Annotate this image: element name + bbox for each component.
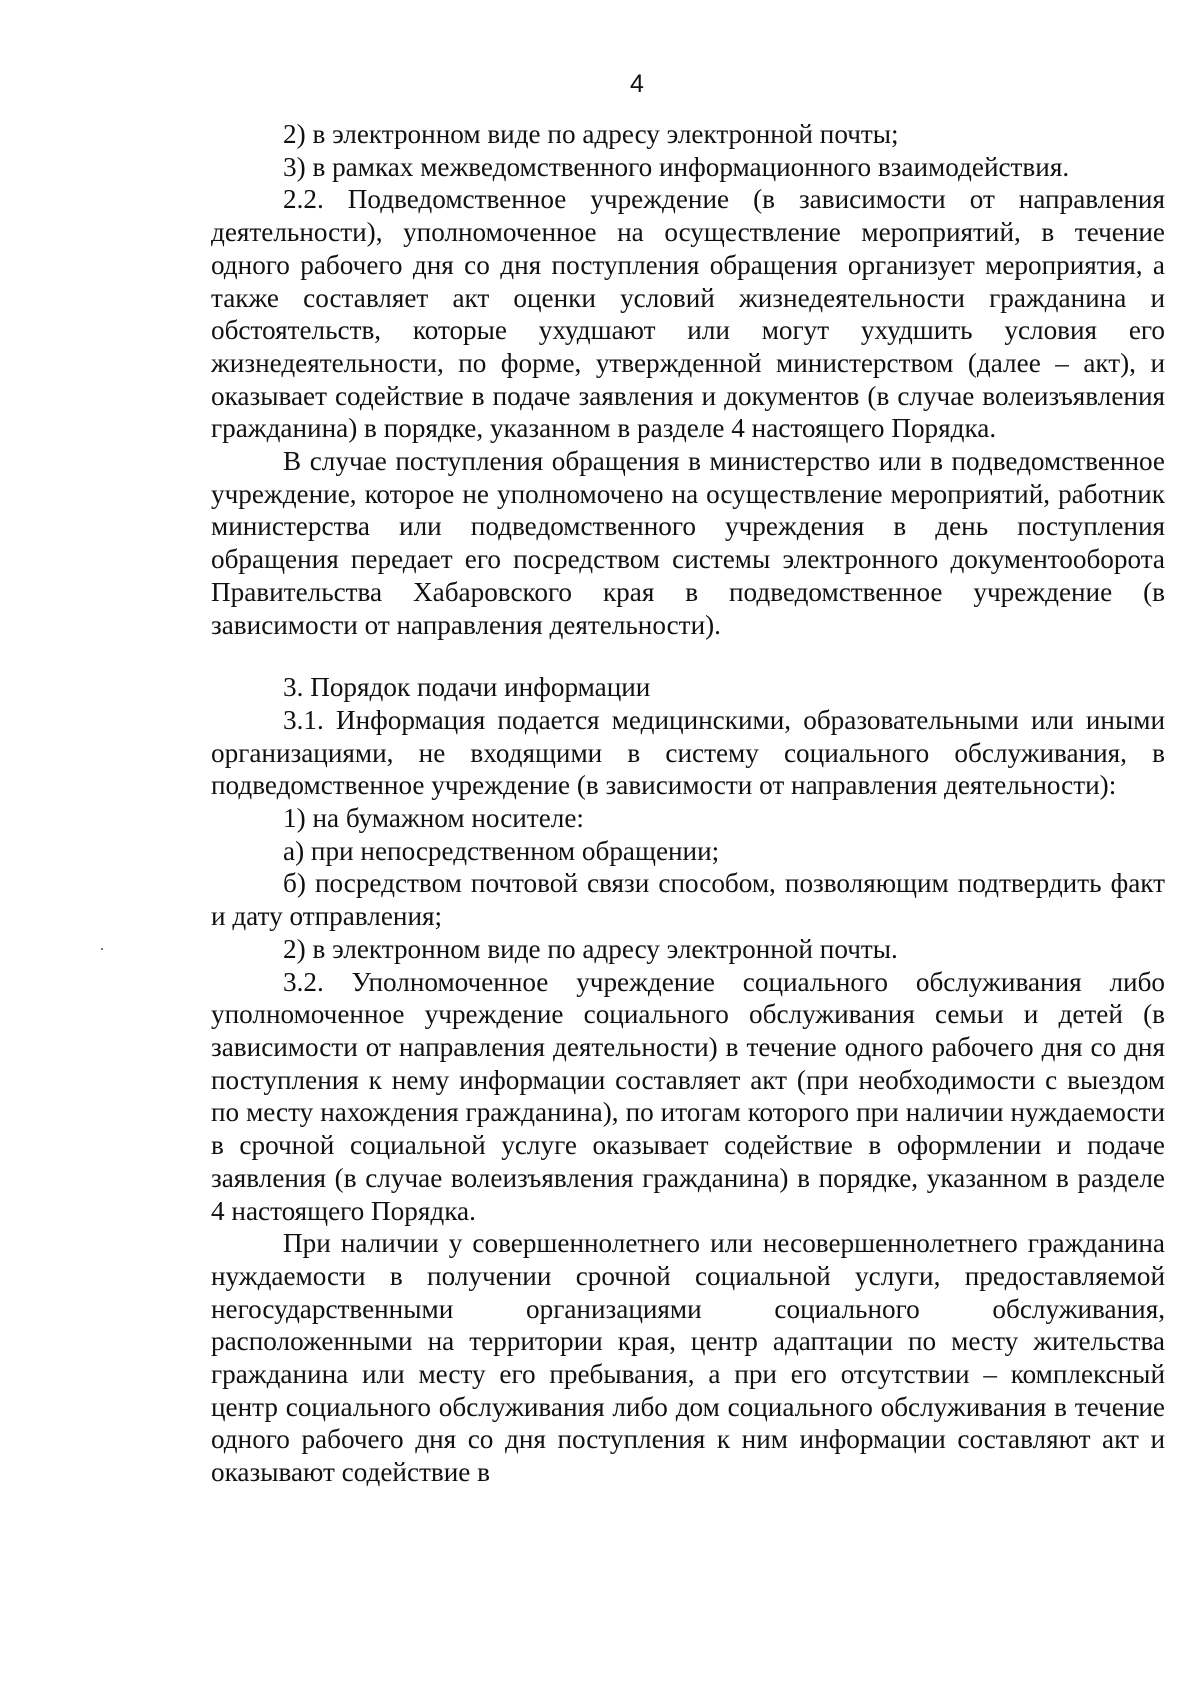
list-item-direct-appeal: а) при непосредственном обращении; <box>283 835 720 866</box>
paragraph-misdirected-appeal: В случае поступления обращения в министерство или в подведомственное учреждение, которое не уполномочено на осуществление мероприятий, работник министерства или подведомственного учреждения в день поступления обращения передает его посредством системы электронного документооборота Правительства Хабаровского края в подведомственное учреждение (в зависимости от направления деятельности). <box>211 446 1165 640</box>
document-body <box>211 118 1165 1489</box>
list-item-electronic-email: 2) в электронном виде по адресу электронной почты; <box>283 119 899 149</box>
page-number: 4 <box>630 70 644 98</box>
scan-artifact <box>101 948 103 950</box>
clause-3-2: 3.2. Уполномоченное учреждение социального обслуживания либо уполномоченное учреждение социального обслуживания семьи и детей (в зависимости от направления деятельности) в течение одного рабочего дня со дня поступления к нему информации составляет акт (при необходимости с выездом по месту нахождения гражданина), по итогам которого при наличии нуждаемости в срочной социальной услуге оказывает содействие в оформлении и подаче заявления (в случае волеизъявления гражданина) в порядке, указанном в разделе 4 настоящего Порядка. <box>211 966 1165 1226</box>
list-item-paper: 1) на бумажном носителе: <box>283 803 584 834</box>
list-item-interagency: 3) в рамках межведомственного информационного взаимодействия. <box>283 151 1070 182</box>
section-heading-3: 3. Порядок подачи информации <box>283 672 651 703</box>
list-item-postal: б) посредством почтовой связи способом, позволяющим подтвердить факт и дату отправления; <box>211 868 1165 932</box>
clause-3-1: 3.1. Информация подается медицинскими, образовательными или иными организациями, не входящими в систему социального обслуживания, в подведомственное учреждение (в зависимости от направления деятельности): <box>211 704 1165 801</box>
list-item-electronic: 2) в электронном виде по адресу электронной почты. <box>283 933 898 964</box>
clause-2-2: 2.2. Подведомственное учреждение (в зависимости от направления деятельности), уполномоченное на осуществление мероприятий, в течение одного рабочего дня со дня поступления обращения организует мероприятия, а также составляет акт оценки условий жизнедеятельности гражданина и обстоятельств, которые ухудшают или могут ухудшить условия его жизнедеятельности, по форме, утвержденной министерством (далее – акт), и оказывает содействие в подаче заявления и документов (в случае волеизъявления гражданина) в порядке, указанном в разделе 4 настоящего Порядка. <box>211 184 1165 444</box>
paragraph-non-state-organizations: При наличии у совершеннолетнего или несовершеннолетнего гражданина нуждаемости в получении срочной социальной услуги, предоставляемой негосударственными организациями социального обслуживания, расположенными на территории края, центр адаптации по месту жительства гражданина или месту его пребывания, а при его отсутствии – комплексный центр социального обслуживания либо дом социального обслуживания в течение одного рабочего дня со дня поступления к ним информации составляют акт и оказывают содействие в <box>211 1228 1165 1488</box>
